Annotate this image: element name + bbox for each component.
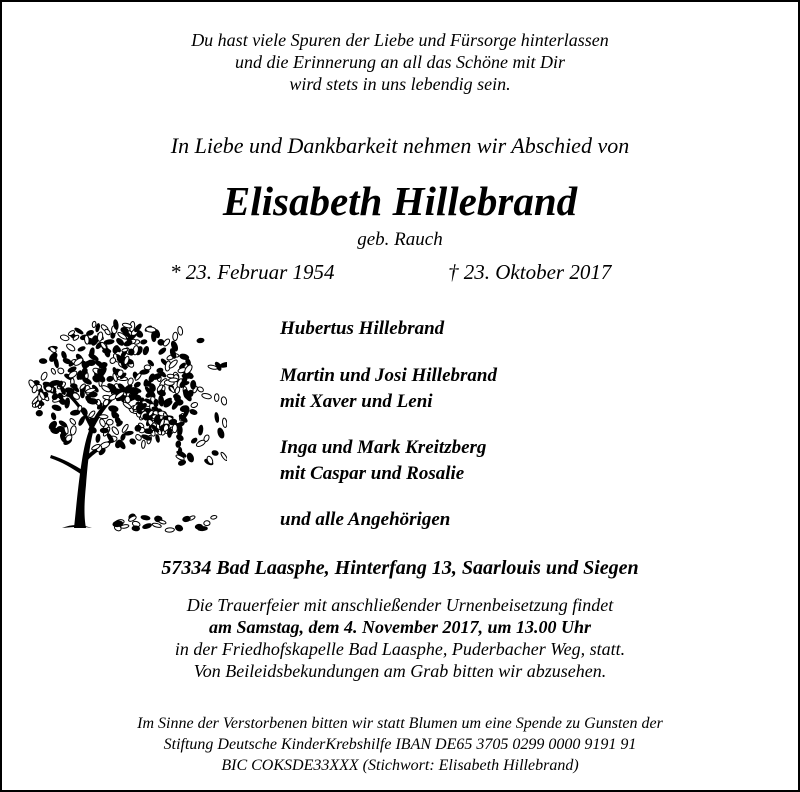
windblown-tree-icon [22,310,227,535]
mourner-group [280,363,497,415]
funeral-service-info [2,594,798,682]
mourner-group [280,316,444,342]
service-date-time: am Samstag, dem 4. November 2017, um 13.00 Uhr [208,617,591,637]
mourner-group [280,507,450,533]
mourner-line: mit Xaver und Leni [280,391,433,412]
family-address: 57334 Bad Laasphe, Hinterfang 13, Saarlouis und Siegen [161,557,639,579]
memorial-verse [2,29,798,95]
mourner-line: Hubertus Hillebrand [280,318,445,339]
mourner-line: Inga und Mark Kreitzberg [280,437,487,458]
donation-line: Stiftung Deutsche KinderKrebshilfe IBAN DE65 3705 0299 0000 9191 91 [163,736,637,753]
mourner-group [280,435,486,487]
verse-line: Du hast viele Spuren der Liebe und Fürsorge hinterlassen [191,30,609,50]
mourner-line: und alle Angehörigen [280,509,451,530]
service-line: Die Trauerfeier mit anschließender Urnenbeisetzung findet [186,595,614,615]
mourner-line: Martin und Josi Hillebrand [280,365,497,386]
service-line: in der Friedhofskapelle Bad Laasphe, Puderbacher Weg, statt. [174,639,626,659]
birth-name: geb. Rauch [357,229,443,250]
service-line: Von Beileidsbekundungen am Grab bitten wir abzusehen. [193,661,607,681]
donation-line: Im Sinne der Verstorbenen bitten wir statt Blumen um eine Spende zu Gunsten der [137,715,663,732]
verse-line: wird stets in uns lebendig sein. [289,74,511,94]
donation-request [2,713,798,776]
mourner-line: mit Caspar und Rosalie [280,463,465,484]
birth-date: * 23. Februar 1954 [170,260,335,284]
death-date: † 23. Oktober 2017 [448,260,612,284]
donation-line: BIC COKSDE33XXX (Stichwort: Elisabeth Hillebrand) [221,757,579,774]
deceased-name: Elisabeth Hillebrand [222,178,578,224]
farewell-intro: In Liebe und Dankbarkeit nehmen wir Abschied von [170,133,630,158]
verse-line: und die Erinnerung an all das Schöne mit Dir [235,52,565,72]
